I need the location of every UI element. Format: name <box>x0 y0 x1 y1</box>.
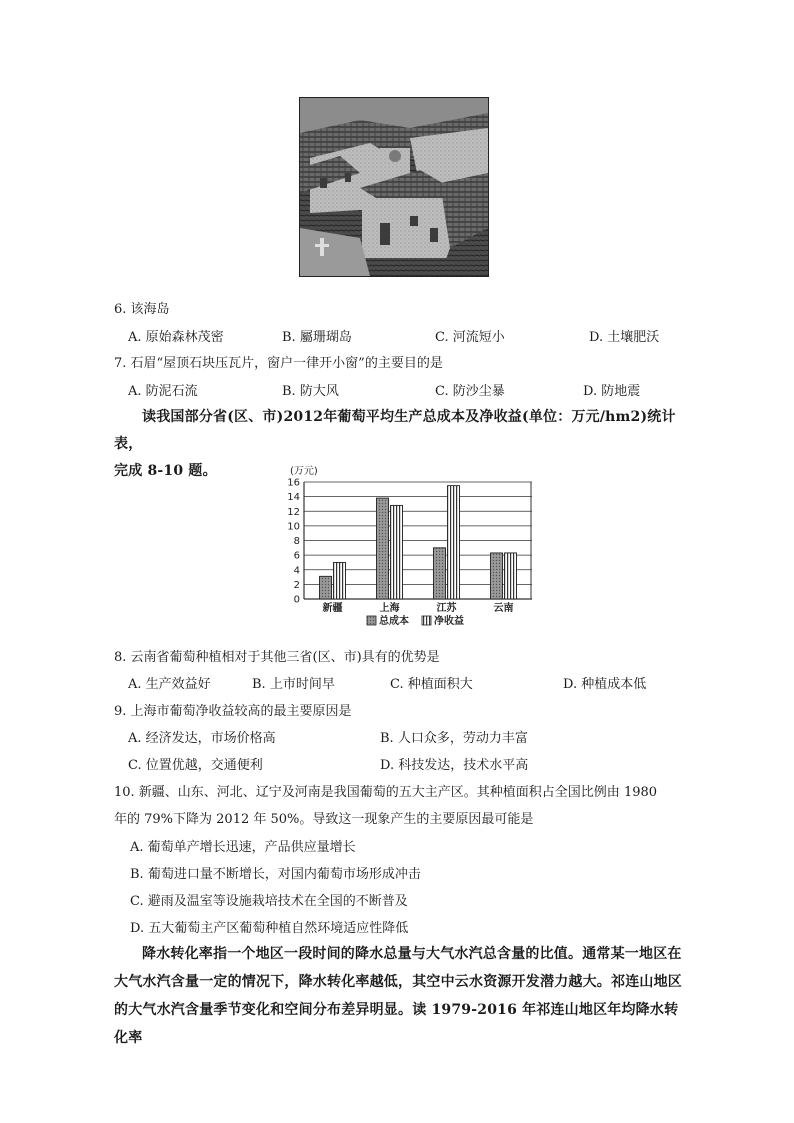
chart-bar-cost-0 <box>320 576 332 599</box>
question-9-stem: 9. 上海市葡萄净收益较高的最主要原因是 <box>114 704 352 719</box>
question-7-option-b: B. 防大风 <box>282 384 339 399</box>
grape-cost-chart <box>282 460 532 640</box>
grape-cost-chart-svg <box>282 460 532 640</box>
chart-y-tick-label: 6 <box>293 550 300 562</box>
chart-y-unit-label: (万元) <box>290 466 318 477</box>
chart-y-tick-label: 4 <box>293 565 300 577</box>
question-10-stem-line2: 年的 79%下降为 2012 年 50%。导致这一现象产生的主要原因最可能是 <box>114 812 534 827</box>
rain-intro-line2: 大气水汽含量一定的情况下，降水转化率越低，其空中云水资源开发潜力越大。祁连山地区 <box>114 974 682 990</box>
question-7-option-a: A. 防泥石流 <box>128 384 198 399</box>
question-6-stem: 6. 该海岛 <box>114 302 170 317</box>
chart-legend-swatch <box>422 616 431 625</box>
question-9-option-c: C. 位置优越，交通便利 <box>128 758 263 773</box>
chart-bar-cost-2 <box>434 548 446 599</box>
question-7-option-d: D. 防地震 <box>583 384 641 399</box>
question-9-option-a: A. 经济发达，市场价格高 <box>128 731 276 746</box>
chart-bar-net-0 <box>334 562 346 599</box>
chart-y-tick-label: 12 <box>287 506 300 518</box>
chart-bar-net-2 <box>448 486 460 599</box>
question-8-option-d: D. 种植成本低 <box>563 677 647 692</box>
village-house-photo <box>299 97 489 277</box>
question-6-option-d: D. 土壤肥沃 <box>589 330 660 345</box>
chart-legend-swatch <box>367 616 376 625</box>
chart-y-tick-label: 2 <box>293 579 300 591</box>
chart-x-tick-label: 新疆 <box>322 603 343 614</box>
question-10-option-a: A. 葡萄单产增长迅速，产品供应量增长 <box>130 840 356 855</box>
chart-y-tick-label: 8 <box>293 536 300 547</box>
chart-bar-cost-3 <box>491 553 503 599</box>
question-6-option-b: B. 屬珊瑚岛 <box>282 330 352 345</box>
chart-y-tick-label: 14 <box>287 492 300 504</box>
question-7-stem: 7. 石眉“屋顶石块压瓦片，窗户一律开小窗”的主要目的是 <box>114 356 443 371</box>
chart-x-tick-label: 上海 <box>379 603 400 614</box>
question-8-option-a: A. 生产效益好 <box>128 677 211 692</box>
question-8-option-b: B. 上市时间早 <box>252 677 335 692</box>
chart-legend-label: 总成本 <box>379 616 409 627</box>
question-6-option-c: C. 河流短小 <box>435 330 505 345</box>
rain-intro-line3: 的大气水汽含量季节变化和空间分布差异明显。读 1979-2016 年祁连山地区年均降水转化率 <box>114 1002 679 1046</box>
question-9-option-d: D. 科技发达，技术水平高 <box>380 758 529 773</box>
question-8-option-c: C. 种植面积大 <box>390 677 473 692</box>
chart-legend-label: 净收益 <box>434 616 464 627</box>
chart-y-tick-label: 10 <box>287 521 300 533</box>
rain-intro <box>114 940 684 1052</box>
chart-bar-net-3 <box>505 553 517 599</box>
grape-intro-line2: 完成 8-10 题。 <box>114 463 217 479</box>
question-10-option-d: D. 五大葡萄主产区葡萄种植自然环境适应性降低 <box>130 921 409 936</box>
chart-x-tick-label: 江苏 <box>436 603 457 614</box>
question-10-stem-line1: 10. 新疆、山东、河北、辽宁及河南是我国葡萄的五大主产区。其种植面积占全国比例由 1980 <box>114 785 658 800</box>
chart-bar-cost-1 <box>377 498 389 599</box>
chart-x-tick-label: 云南 <box>493 603 514 614</box>
chart-bar-net-1 <box>391 505 403 599</box>
question-10-option-b: B. 葡萄进口量不断增长，对国内葡萄市场形成冲击 <box>130 867 421 882</box>
question-7-option-c: C. 防沙尘暴 <box>435 384 505 399</box>
village-house-illustration <box>300 98 488 276</box>
question-10-option-c: C. 避雨及温室等设施栽培技术在全国的不断普及 <box>130 894 408 909</box>
rain-intro-line1: 降水转化率指一个地区一段时间的降水总量与大气水汽总含量的比值。通常某一地区在 <box>142 946 682 962</box>
question-6-option-a: A. 原始森林茂密 <box>128 330 224 345</box>
chart-y-tick-label: 16 <box>287 477 300 489</box>
chart-y-tick-label: 0 <box>293 594 300 606</box>
question-9-option-b: B. 人口众多，劳动力丰富 <box>380 731 528 746</box>
grape-intro-line1: 读我国部分省(区、市)2012年葡萄平均生产总成本及净收益(单位：万元/hm2)统计表， <box>114 409 676 452</box>
question-8-stem: 8. 云南省葡萄种植相对于其他三省(区、市)具有的优势是 <box>114 650 440 665</box>
